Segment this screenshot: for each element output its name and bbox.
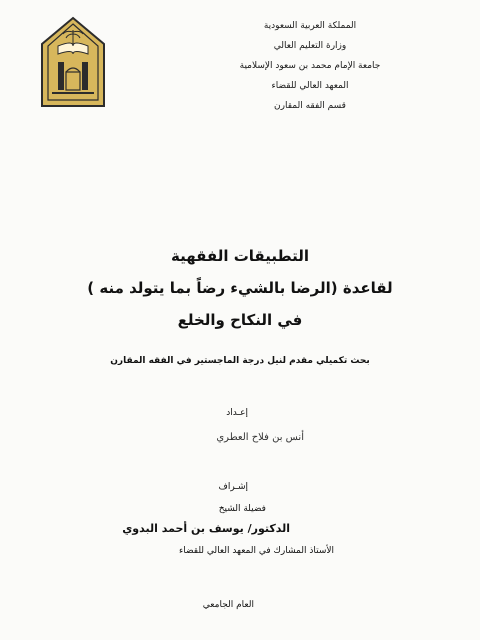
header-line-country: المملكة العربية السعودية [263,21,357,31]
thesis-subtitle: بحث تكميلي مقدم لنيل درجة الماجستير في الفقه المقارن [110,356,370,366]
header-line-institute: المعهد العالي للقضاء [271,81,349,91]
supervisor-honorific: فضيلة الشيخ [218,504,266,514]
author-name: أنس بن فلاح العطري [216,432,304,443]
thesis-title [0,240,480,336]
header-line-university: جامعة الإمام محمد بن سعود الإسلامية [239,61,381,71]
university-logo [38,16,108,112]
title-line-3: في النكاح والخلع [177,311,303,329]
supervisor-position: الأستاذ المشارك في المعهد العالي للقضاء [178,546,334,556]
institution-header [220,16,400,116]
title-line-2: لقاعدة (الرضا بالشيء رضاً بما يتولد منه ) [87,279,393,297]
title-line-1: التطبيقات الفقهية [171,247,309,265]
header-line-department: قسم الفقه المقارن [274,101,346,111]
supervision-label: إشـراف [218,482,248,492]
header-line-ministry: وزارة التعليم العالي [273,41,347,51]
preparation-label: إعـداد [226,408,248,418]
academic-year-label: العام الجامعي [202,600,254,610]
supervisor-name: الدكتور/ يوسف بن أحمد البدوي [122,522,290,535]
